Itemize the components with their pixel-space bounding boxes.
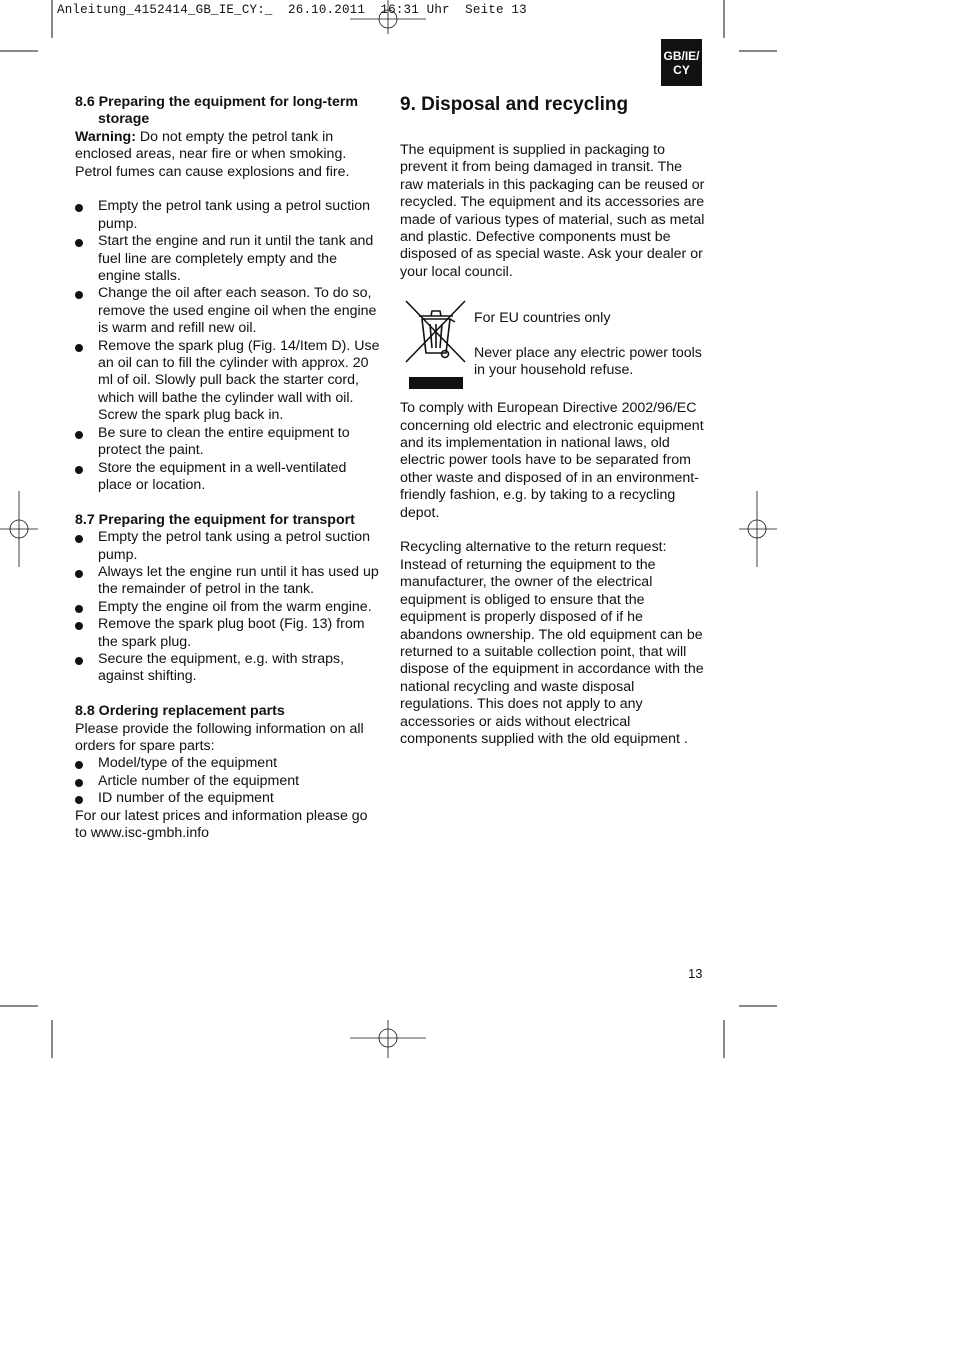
bullet-icon (75, 657, 83, 665)
bullet-icon (75, 204, 83, 212)
section-8-8-title: 8.8 Ordering replacement parts (75, 703, 285, 720)
disposal-paragraph-2: To comply with European Directive 2002/96/EC concerning old electric and electronic equipment and its implementation in national laws, old electric power tools have to be separated from other waste and disposed of in an environment-friendly fashion, e.g. by taking to a recycling depot. (400, 400, 704, 521)
section-8-8-intro: Please provide the following information on all orders for spare parts: (75, 720, 364, 754)
disposal-paragraph-1: The equipment is supplied in packaging to prevent it from being damaged in transit. The raw materials in this packaging can be reused or recycled. The equipment and its accessories are made of various types of material, such as metal and plastic. Defective components must be disposed of as special waste. Ask your dealer or your local council. (400, 142, 705, 280)
left-column (75, 94, 381, 842)
bullet-icon (75, 344, 83, 352)
section-8-7-title: 8.7 Preparing the equipment for transport (75, 511, 355, 528)
bullet-icon (75, 535, 83, 543)
weee-notice (400, 298, 705, 400)
list-item: Empty the petrol tank using a petrol suction pump. (75, 198, 381, 233)
print-header: Anleitung_4152414_GB_IE_CY:_ 26.10.2011 16:31 Uhr Seite 13 (57, 3, 527, 17)
bullet-icon (75, 466, 83, 474)
crossed-out-wheelie-bin-icon (403, 298, 469, 394)
registration-mark-right (739, 491, 777, 567)
bullet-icon (75, 796, 83, 804)
disposal-paragraph-3: Recycling alternative to the return request: Instead of returning the equipment to the manufacturer, the owner of the electrical equipment is obliged to ensure that the equipment is properly disposed of if he abandons ownership. The old equipment can be returned to a suitable collection point, that will dispose of the equipment in accordance with the national recycling and waste disposal regulations. This does not apply to any accessories or aids without electrical components supplied with the old equipment . (400, 539, 704, 747)
list-item: Secure the equipment, e.g. with straps, against shifting. (75, 651, 381, 686)
list-item: Always let the engine run until it has used up the remainder of petrol in the tank. (75, 564, 381, 599)
list-item: Article number of the equipment (75, 773, 381, 790)
list-item: Empty the petrol tank using a petrol suction pump. (75, 529, 381, 564)
list-item: Be sure to clean the entire equipment to protect the paint. (75, 425, 381, 460)
page-number: 13 (688, 966, 703, 981)
bullet-icon (75, 239, 83, 247)
section-8-6-warning (75, 129, 381, 181)
bullet-icon (75, 570, 83, 578)
language-badge-line2: CY (673, 62, 690, 77)
eu-only-note: For EU countries only (474, 310, 611, 327)
warning-label: Warning: (75, 128, 136, 145)
section-8-8-list (75, 755, 381, 807)
list-item: Start the engine and run it until the tank and fuel line are completely empty and the engine stalls. (75, 233, 381, 285)
chapter-title: 9. Disposal and recycling (400, 94, 629, 115)
registration-mark-left (0, 491, 38, 567)
section-8-8-outro: For our latest prices and information please go to www.isc-gmbh.info (75, 807, 368, 842)
bullet-icon (75, 779, 83, 787)
bullet-icon (75, 291, 83, 299)
bullet-icon (75, 761, 83, 769)
section-8-7-list (75, 529, 381, 686)
household-refuse-note: Never place any electric power tools in your household refuse. (474, 345, 702, 379)
list-item: Model/type of the equipment (75, 755, 381, 772)
language-badge (661, 39, 702, 86)
list-item: Empty the engine oil from the warm engine. (75, 599, 381, 616)
section-8-6-title: 8.6 Preparing the equipment for long-term storage (75, 94, 358, 128)
language-badge-line1: GB/IE/ (663, 48, 700, 63)
warning-text: Do not empty the petrol tank in enclosed areas, near fire or when smoking. Petrol fumes can cause explosions and fire. (75, 128, 350, 180)
right-column (400, 94, 705, 748)
list-item: Change the oil after each season. To do so, remove the used engine oil when the engine is warm and refill new oil. (75, 285, 381, 337)
bullet-icon (75, 622, 83, 630)
list-item: Store the equipment in a well-ventilated place or location. (75, 460, 381, 495)
section-8-6-list (75, 198, 381, 494)
bullet-icon (75, 431, 83, 439)
registration-mark-bottom (350, 1020, 426, 1058)
list-item: Remove the spark plug (Fig. 14/Item D). Use an oil can to fill the cylinder with approx. 20 ml of oil. Slowly pull back the starter cord, which will bathe the cylinder wall with oil. Screw the spark plug back in. (75, 338, 381, 425)
registration-mark-top (350, 0, 426, 34)
list-item: ID number of the equipment (75, 790, 381, 807)
list-item: Remove the spark plug boot (Fig. 13) from the spark plug. (75, 616, 381, 651)
bullet-icon (75, 605, 83, 613)
